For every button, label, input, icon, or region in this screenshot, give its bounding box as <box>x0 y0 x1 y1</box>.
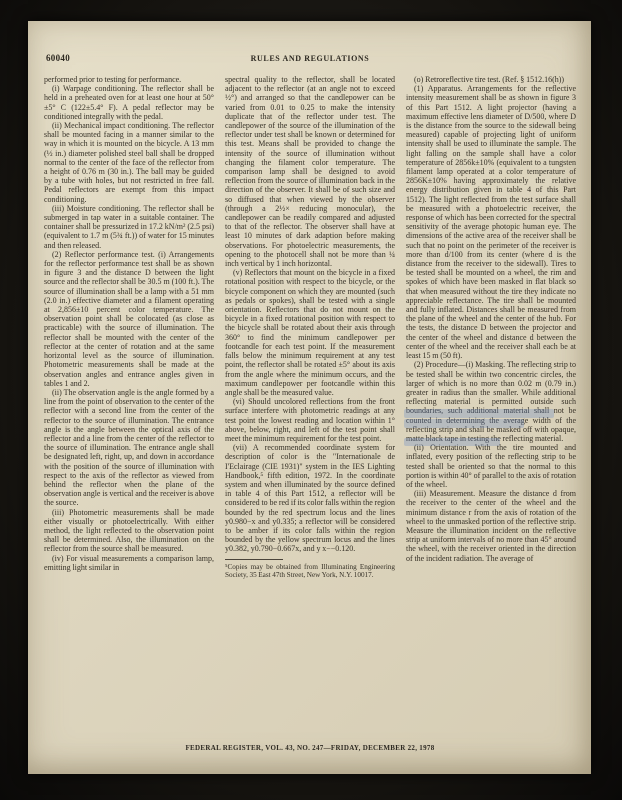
body-paragraph: (ii) The observation angle is the angle formed by a line from the point of observation to the center of the reflector with a second line from the center of the reflector to the source of illumination. The entrance angle is the angle between the optical axis of the reflector and a line from the center of the reflector to the source of illumination. The entrance angle shall be designated left, right, up, and down in accordance with the position of the source of illumination with respect to the axis of the reflector as viewed from behind the reflector when the plane of the observation angle is vertical and the receiver is above the source. <box>44 387 214 508</box>
column-3 <box>406 75 576 563</box>
text-columns <box>44 75 576 579</box>
page-footer: FEDERAL REGISTER, VOL. 43, NO. 247—FRIDAY, DECEMBER 22, 1978 <box>185 744 435 752</box>
body-paragraph: (iv) For visual measurements a comparison lamp, emitting light similar in <box>44 553 214 572</box>
body-paragraph: (ii) Orientation. With the tire mounted and inflated, every position of the reflecting strip to be tested shall be oriented so that the normal to this portion is within 40° of parallel to the axis of rotation of the wheel. <box>406 443 576 489</box>
page-header <box>44 53 576 69</box>
body-paragraph: (o) Retroreflective tire test. (Ref. § 1512.16(h)) <box>414 75 565 84</box>
body-paragraph: performed prior to testing for performance. <box>44 75 182 84</box>
page-number: 60040 <box>46 53 70 63</box>
scanned-document-page <box>28 21 591 774</box>
body-paragraph: (iii) Photometric measurements shall be made either visually or photoelectrically. With either method, the light reflected to the observation point shall be determined. Also, the illumination on the reflector from the source shall be measured. <box>44 507 214 554</box>
body-paragraph: (2) Procedure—(i) Masking. The reflecting strip to be tested shall be within two concentric circles, the larger of which is no more than 0.02 m (0.79 in.) greater in radius than the smaller. While additional reflecting material is permitted outside such boundaries, such additional material shall not be counted in determining the average width of the reflecting strip and shall be masked off with opaque, matte black tape in testing the reflecting material. <box>406 360 576 443</box>
body-paragraph: spectral quality to the reflector, shall be located adjacent to the reflector (at an angle not to exceed ½°) and arranged so that the candlepower can be varied from 0.01 to 0.25 to make the intensity duplicate that of the reflector under test. The candlepower of the source of the illumination of the reflector under test shall be known or determined for this test. Means shall be provided to change the intensity of the source of illumination without changing the filament color temperature. The comparison lamp shall be designed to avoid reflection from the source of illumination back in the direction of the observer. It shall be of such size and so diffused that when viewed by the observer (through a 2½× reducing monocular), the candlepower can be readily compared and adjusted to that of the reflector. The observer shall have at least 10 minutes of dark adaption before making observations. For photoelectric measurements, the opening to the photocell shall not be more than ¼ inch vertical by 1 inch horizontal. <box>225 75 395 269</box>
body-paragraph: (iii) Measurement. Measure the distance d from the receiver to the center of the wheel and the minimum distance r from the axis of rotation of the wheel to the unmasked portion of the reflective strip. Measure the illumination incident on the reflective strip at uniform intervals of no more than 45° around the wheel, with the receiver oriented in the direction of the incident radiation. The average of <box>406 489 576 563</box>
page-content <box>44 53 576 752</box>
body-paragraph: (v) Reflectors that mount on the bicycle in a fixed rotational position with respect to the bicycle, or the bicycle component on which they are mounted (such as pedals or spokes), shall be tested with a single orientation. Reflectors that do not mount on the bicycle in a fixed rotational position with respect to the bicycle shall be rotated about their axis through 360° to find the minimum candlepower per footcandle for each test point. If the measurement falls below the minimum requirement at any test point, the reflector shall be rotated ±5° about its axis from the angle where the minimum occurs, and the maximum candlepower per footcandle within this angle shall be the measured value. <box>225 268 395 397</box>
body-paragraph: (2) Reflector performance test. (i) Arrangements for the reflector performance test shall be as shown in figure 3 and the distance D between the light source and the reflector shall be 30.5 m (100 ft.). The source of illumination shall be a lamp with a 51 mm (2.0 in.) effective diameter and a filament operating at 2,856±10 percent color temperature. The observation point shall be colocated (as close as practicable) with the source of illumination. The reflector shall be mounted with the center of the reflector at the center of rotation and at the same horizontal level as the source of illumination. Photometric measurements shall be made at the observation angles and entrance angles given in tables 1 and 2. <box>44 249 214 388</box>
body-paragraph: (vi) Should uncolored reflections from the front surface interfere with photometric readings at any test point the lowest reading and location within 1° above, below, right, and left of the test point shall meet the minimum requirement for the test point. <box>225 397 395 443</box>
body-paragraph: (i) Warpage conditioning. The reflector shall be held in a preheated oven for at least one hour at 50°±5° C (122±5.4° F). A pedal reflector may be conditioned integrally with the pedal. <box>44 84 214 121</box>
body-paragraph: (iii) Moisture conditioning. The reflector shall be submerged in tap water in a suitable container. The container shall be pressurized in 17.2 kN/m² (2.5 psi) (equivalent to 1.7 m (5¾ ft.)) of water for 15 minutes and then released. <box>44 203 214 250</box>
column-2 <box>225 75 395 579</box>
column-1 <box>44 75 214 572</box>
running-head-title: RULES AND REGULATIONS <box>250 54 370 63</box>
body-paragraph: (ii) Mechanical impact conditioning. The reflector shall be mounted facing in a manner similar to the way in which it is mounted on the bicycle. A 13 mm (½ in.) diameter polished steel ball shall be dropped normal to the center of the face of the reflector from a height of 0.76 m (30 in.). The ball may be guided by a tube with holes, but not restricted in free fall. Pedal reflectors are exempt from this impact conditioning. <box>44 121 214 204</box>
footnote-paragraph: ⁵Copies may be obtained from Illuminating Engineering Society, 35 East 47th Street, New York, N.Y. 10017. <box>225 562 395 579</box>
footnote-rule <box>225 559 283 560</box>
body-paragraph: (1) Apparatus. Arrangements for the reflective intensity measurement shall be as shown in figure 3 of this Part 1512. A light projector (having a maximum effective lens diameter of D/500, where D is the distance from the source to the sidewall being measured) capable of projecting light of uniform intensity shall be used to illuminate the sample. The light falling on the sample shall have a color temperature of 2856k±10% (equivalent to a tungsten filament lamp operated at a color temperature of 2856K±10% having approximately the relative energy distribution given in table 4 of this Part 1512). The light reflected from the test surface shall be measured with a photoelectric receiver, the response of which has been corrected for the spectral sensitivity of the average photopic human eye. The dimensions of the active area of the receiver shall be such that no point on the perimeter of the receiver is more than d/100 from its center (where d is the distance from the receiver to the sidewall). Tires to be tested shall be mounted on a wheel, the rim and spokes of which have been masked in flat black so that when measured without the tire they indicate no appreciable reflectance. The tire shall be mounted and fully inflated. Distances shall be measured from the plane of the wheel and the center of the hub. For the tests, the distance D between the projector and the center of the wheel and distance d between the center of the wheel and the receiver shall each be at least 15 m (50 ft). <box>406 84 576 361</box>
body-paragraph: (vii) A recommended coordinate system for description of color is the "Internationale de I'Eclairage (CIE 1931)" system in the IES Lighting Handbook,⁵ fifth edition, 1972. In the coordinate system and when illuminated by the source defined in table 4 of this Part 1512, a reflector will be considered to be red if its color falls within the region bounded by the red spectrum locus and the lines y0.980−x and y0.335; a reflector will be considered to be amber if its color falls within the region bounded by the yellow spectrum locus and the lines y0.382, y0.790−0.667x, and y x−−0.120. <box>225 443 395 554</box>
